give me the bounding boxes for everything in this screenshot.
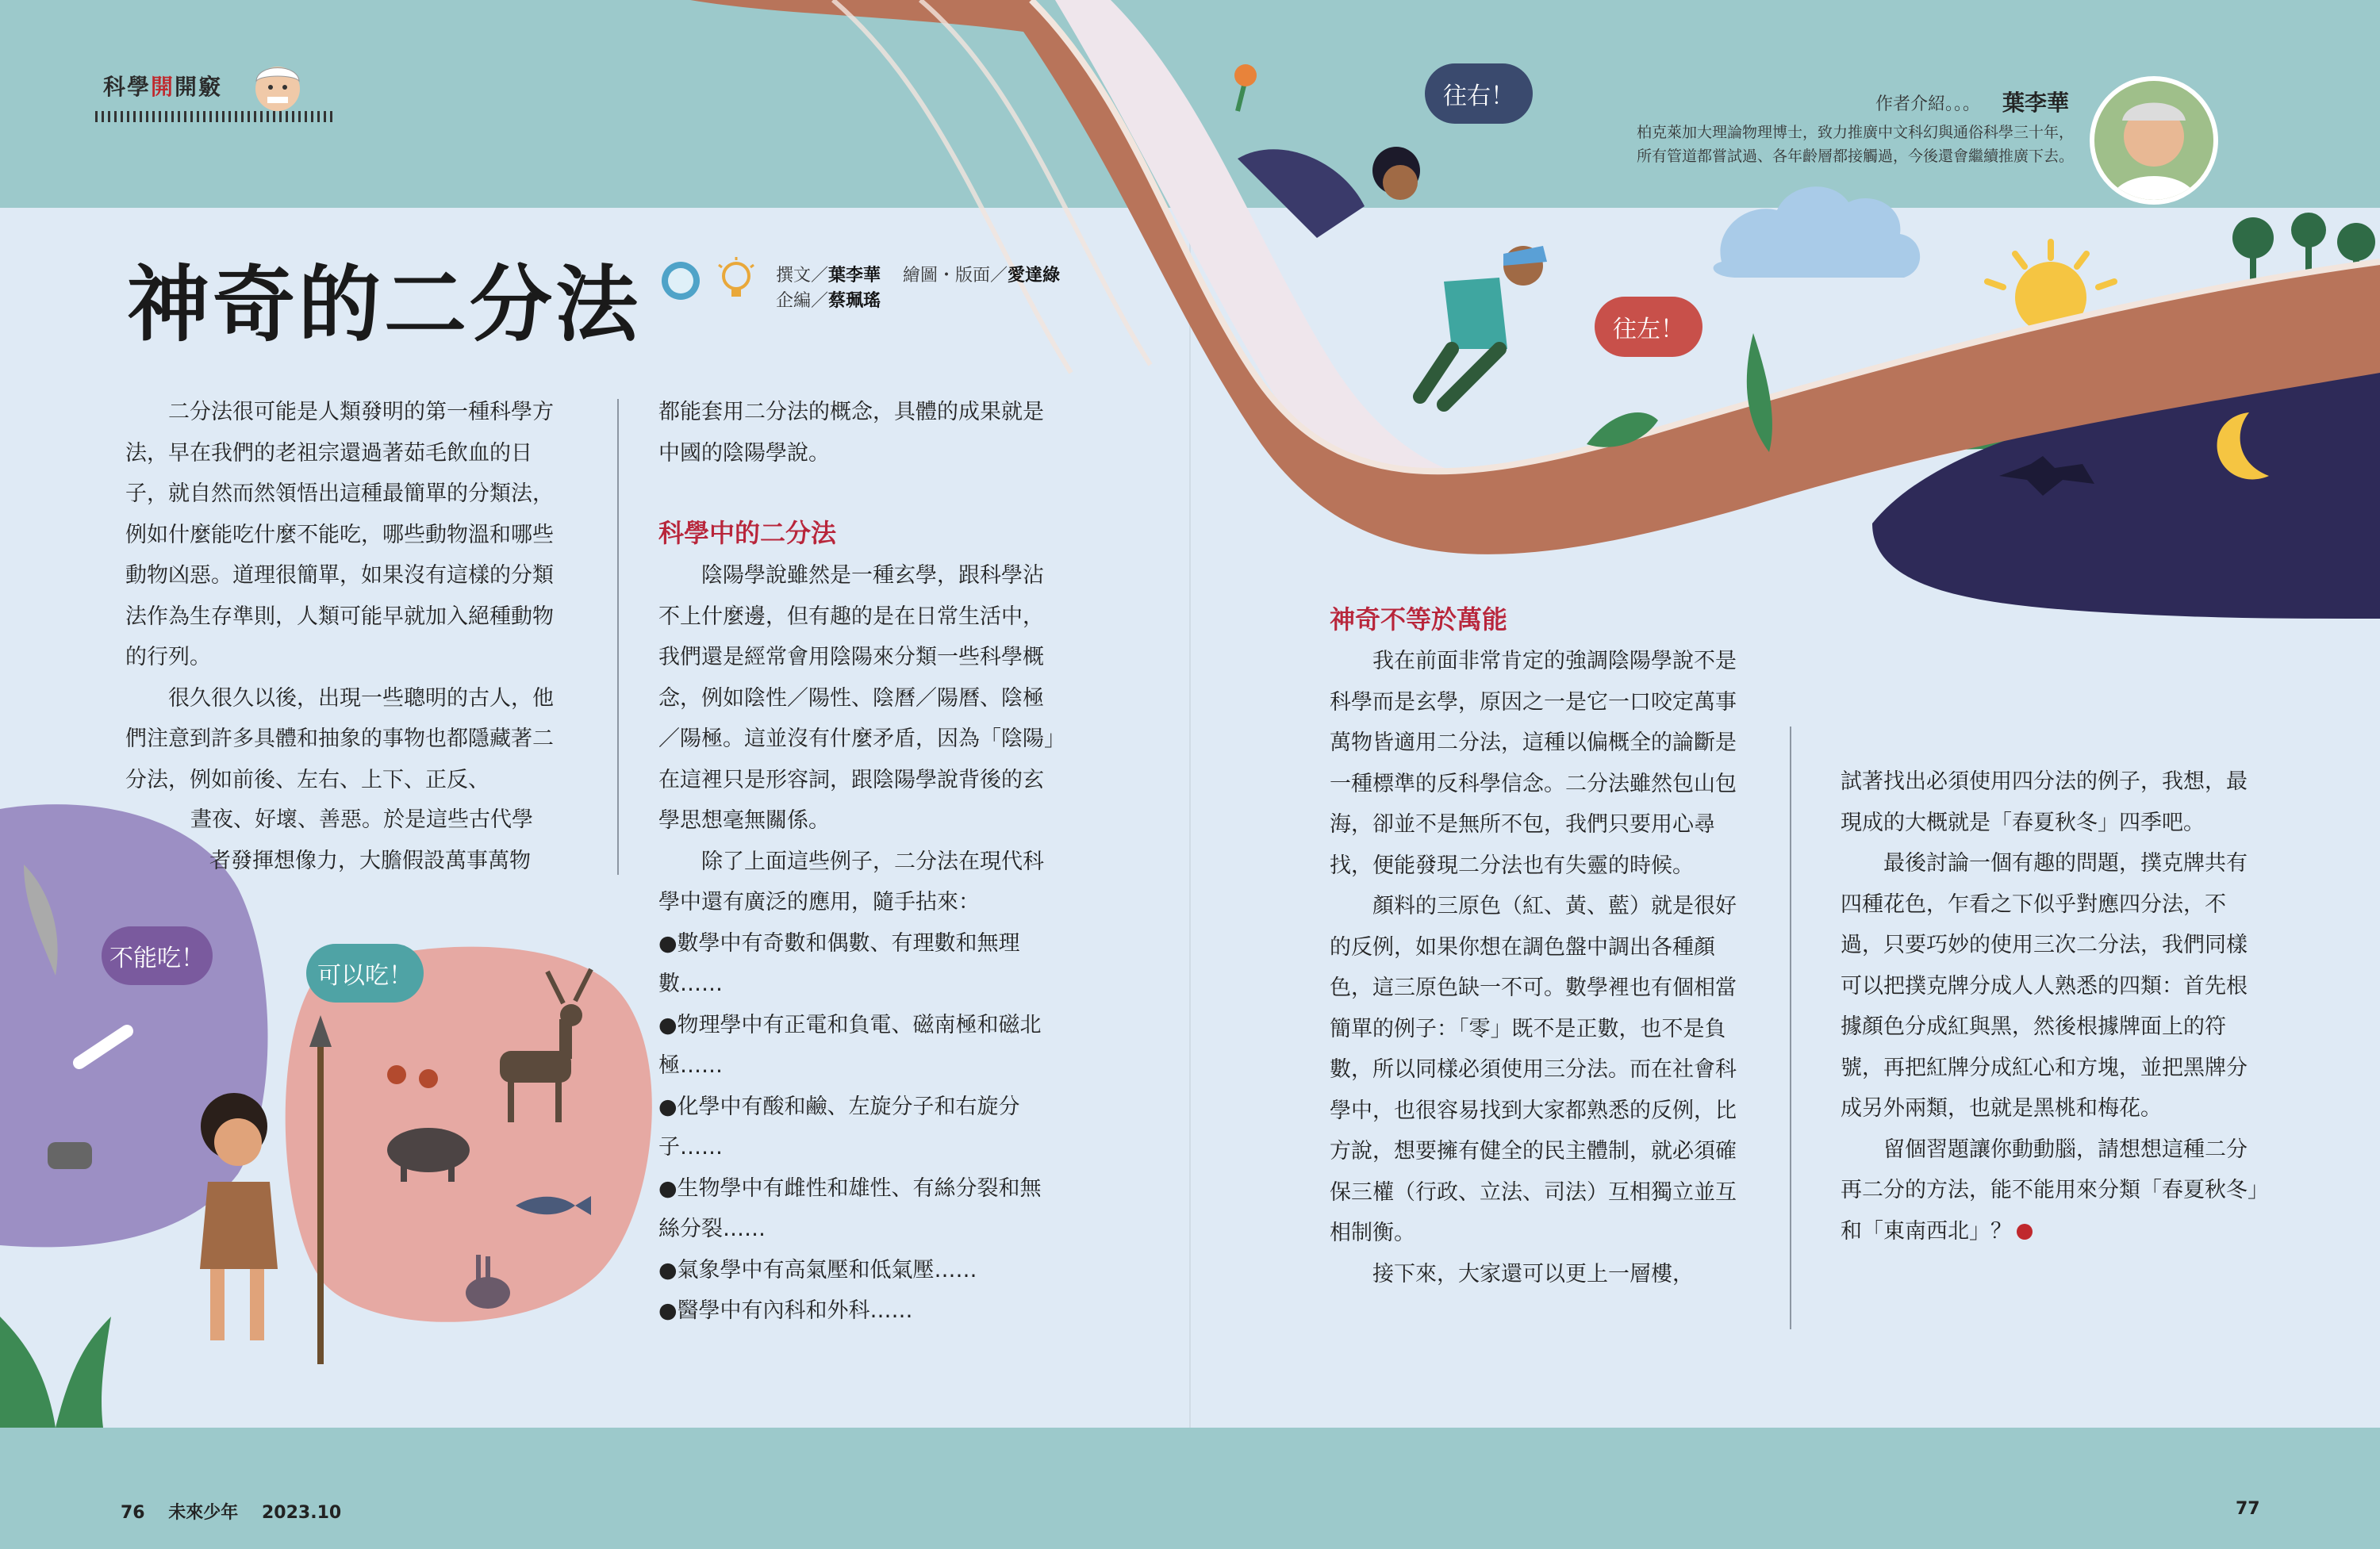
- column-tag: [95, 48, 349, 135]
- column-divider: [1790, 727, 1791, 1329]
- issue-date: 2023.10: [261, 1503, 342, 1523]
- lightbulb-icon: [719, 257, 754, 297]
- credits-icons: [657, 255, 768, 306]
- pink-thought-blob: [286, 947, 652, 1322]
- bullet-item: ●數學中有奇數和偶數、有理數和無理數……: [658, 930, 1020, 996]
- speech-bubble-go-right: 往右！: [1425, 63, 1533, 124]
- bullet-item: ●生物學中有雌性和雄性、有絲分裂和無絲分裂……: [658, 1175, 1042, 1241]
- bullet-item: ●物理學中有正電和負電、磁南極和磁北極……: [658, 1012, 1042, 1078]
- column-1-tail: [190, 799, 571, 841]
- speech-bubble-can-eat: 可以吃！: [306, 944, 424, 1003]
- paragraph: 留個習題讓你動動腦，請想想這種二分再二分的方法，能不能用來分類「春夏秋冬」和「東南西北」？: [1841, 1137, 2259, 1244]
- credit-illustrator: 愛達綠: [1008, 266, 1061, 286]
- paragraph-line: 者發揮想像力，大膽假設萬事萬物: [209, 849, 531, 873]
- paragraph: 顏料的三原色（紅、黃、藍）就是很好的反例，如果你想在調色盤中調出各種顏色，這三原色缺一不可。數學裡也有個相當簡單的例子：「零」既不是正數，也不是負數，所以同樣必須使用三分法。而在社會科學中，也很容易找到大家都熟悉的反例，比方說，想要擁有健全的民主體制，就必須確保三權（行政、立法、司法）互相獨立並互相制衡。: [1330, 894, 1737, 1245]
- flower-icon: [1234, 64, 1257, 111]
- paragraph: 接下來，大家還可以更上一層樓，: [1372, 1261, 1694, 1286]
- paragraph: 二分法很可能是人類發明的第一種科學方法，早在我們的老祖宗還過著茹毛飲血的日子，就自然而然領悟出這種最簡單的分類法，例如什麼能吃什麼不能吃，哪些動物溫和哪些動物凶惡。道理很簡單，如果沒有這樣的分類法作為生存準則，人類可能早就加入絕種動物的行列。: [125, 400, 554, 669]
- author-portrait: [2090, 76, 2218, 205]
- credits-line-2: 企編／蔡珮瑤: [776, 291, 881, 311]
- magazine-name: 未來少年: [168, 1503, 239, 1523]
- author-portrait-icon: [2094, 81, 2213, 200]
- speech-bubble-go-left: 往左！: [1595, 297, 1702, 357]
- credits-line-1: 撰文／葉李華 繪圖・版面／愛達綠: [776, 266, 1061, 286]
- column-2-text: [658, 555, 1055, 1332]
- paragraph: 最後討論一個有趣的問題，撲克牌共有四種花色，乍看之下似乎對應四分法，不過，只要巧妙的使用三次二分法，我們同樣可以把撲克牌分成人人熟悉的四類：首先根據顏色分成紅與黑，然後根據牌面上的符號，再把紅牌分成紅心和方塊，並把黑牌分成另外兩類，也就是黑桃和梅花。: [1841, 851, 2248, 1121]
- column-divider: [617, 399, 619, 875]
- explorer-girl: [1238, 147, 1420, 238]
- credit-author: 葉李華: [828, 266, 881, 286]
- article-title: 神奇的二分法: [127, 256, 642, 353]
- credit-editor: 蔡珮瑤: [828, 291, 881, 311]
- explorer-boy: [1420, 246, 1547, 405]
- column-1-tail-2: [209, 841, 574, 882]
- credits: [776, 263, 1060, 314]
- author-name: 葉李華: [2002, 90, 2070, 116]
- section-heading: 神奇不等於萬能: [1330, 604, 1508, 635]
- rock-icon: [48, 1142, 92, 1169]
- paragraph: 除了上面這些例子，二分法在現代科學中還有廣泛的應用，隨手拈來：: [658, 849, 1044, 914]
- column-4-text: 試著找出必須使用四分法的例子，我想，最現成的大概就是「春夏秋冬」四季吧。 最後討論一個有趣的問題，撲克牌共有四種花色，乍看之下似乎對應四分法，不過，只要巧妙的使用三次二分法，我們同樣可以把撲克牌分成人人熟悉的四類：首先根據顏色分成紅與黑，然後根據牌面上的符號，再把紅牌分成紅心和方塊，並把黑牌分成另外兩類，也就是黑桃和梅花。 留個習題讓你動動腦，請想想這種二分再二分的方法，能不能用來分類「春夏秋冬」和「東南西北」？: [1841, 761, 2261, 1252]
- paragraph: 陰陽學說雖然是一種玄學，跟科學沾不上什麼邊，但有趣的是在日常生活中，我們還是經常會用陰陽來分類一些科學概念，例如陰性／陽性、陰曆／陽曆、陰極／陽極。這並沒有什麼矛盾，因為「陰陽」在這裡只是形容詞，跟陰陽學說背後的玄學思想毫無關係。: [658, 563, 1055, 833]
- speech-bubble-cannot-eat: 不能吃！: [102, 926, 213, 985]
- bullet-item: ●氣象學中有高氣壓和低氣壓……: [658, 1257, 977, 1283]
- column-label: 科學開開竅: [103, 74, 223, 100]
- paragraph: 我在前面非常肯定的強調陰陽學說不是科學而是玄學，原因之一是它一口咬定萬事萬物皆適用二分法，這種以偏概全的論斷是一種標準的反科學信念。二分法雖然包山包海，卻並不是無所不包，我們只要用心尋找，便能發現二分法也有失靈的時候。: [1330, 649, 1737, 878]
- grass-icon: [0, 1317, 111, 1428]
- page-number-left: 76: [121, 1503, 145, 1523]
- author-bio: 柏克萊加大理論物理博士，致力推廣中文科幻與通俗科學三十年， 所有管道都嘗試過、各年齡層都接觸過，今後還會繼續推廣下去。: [1636, 124, 2074, 165]
- footer-left: [121, 1499, 359, 1524]
- paragraph-line: 晝夜、好壞、善惡。於是這些古代學: [190, 807, 533, 832]
- end-mark-icon: [2017, 1224, 2033, 1240]
- author-label: 作者介紹。。。: [1875, 94, 1981, 114]
- column-2-intro: 都能套用二分法的概念，具體的成果就是中國的陰陽學說。: [658, 400, 1044, 466]
- column-1-text: [125, 392, 570, 800]
- bullet-item: ●醫學中有內科和外科……: [658, 1298, 913, 1323]
- page-number-right: 77: [2236, 1499, 2260, 1519]
- scientist-face-icon: [250, 57, 305, 121]
- column-3-text: [1330, 641, 1742, 1294]
- bullet-item: ●化學中有酸和鹼、左旋分子和右旋分子……: [658, 1094, 1020, 1160]
- section-heading: 科學中的二分法: [658, 518, 837, 548]
- cloud-icon: [1714, 186, 1921, 278]
- paragraph: 很久很久以後，出現一些聰明的古人，他們注意到許多具體和抽象的事物也都隱藏著二分法，例如前後、左右、上下、正反、: [125, 685, 554, 792]
